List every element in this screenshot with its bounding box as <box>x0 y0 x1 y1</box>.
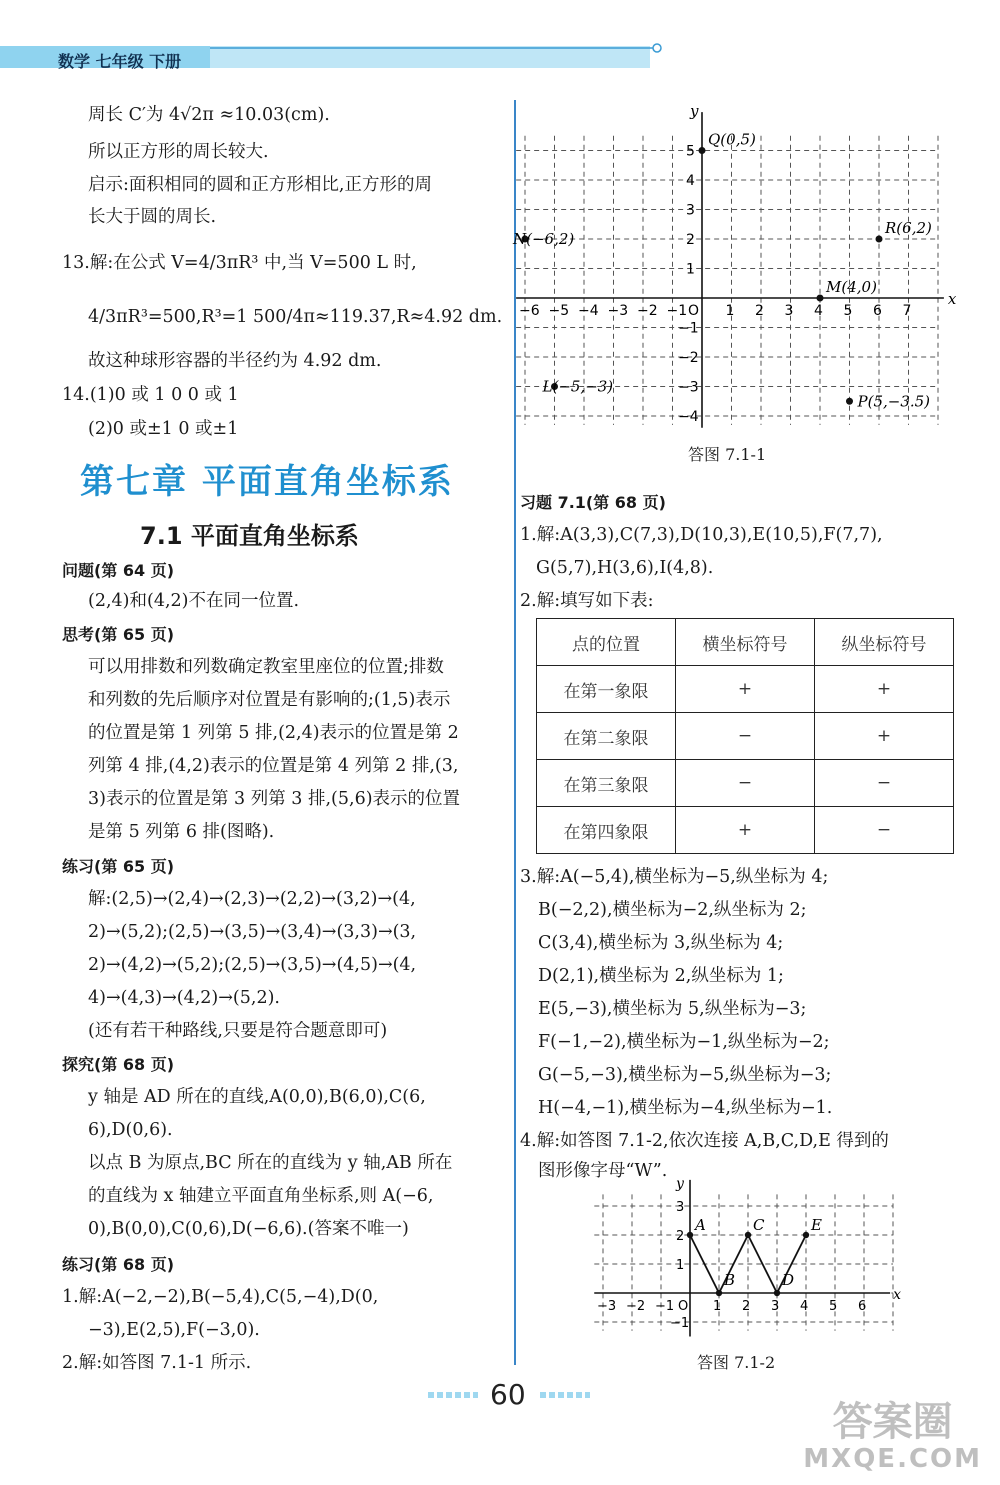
heading-tanjiu: 探究(第 68 页) <box>62 1055 175 1074</box>
data-point <box>803 1232 809 1238</box>
coordinate-graph-7-1-2 <box>585 1175 902 1345</box>
y-tick-label: 2 <box>686 232 695 248</box>
y-tick-label: 1 <box>676 1258 685 1273</box>
x-tick-label: 3 <box>784 303 794 319</box>
table-cell: + <box>815 666 954 713</box>
y-tick-label: 4 <box>686 173 695 189</box>
table-cell: 在第四象限 <box>537 807 676 854</box>
text-line: G(5,7),H(3,6),I(4,8). <box>536 558 714 578</box>
x-tick-label: O <box>678 1299 689 1314</box>
text-line: 故这种球形容器的半径约为 4.92 dm. <box>88 351 382 371</box>
text-line: E(5,−3),横坐标为 5,纵坐标为−3; <box>538 999 807 1019</box>
x-tick-label: −3 <box>597 1299 617 1314</box>
text-line: 可以用排数和列数确定教室里座位的位置;排数 <box>88 657 444 677</box>
table-cell: + <box>676 807 815 854</box>
y-tick-label: 2 <box>676 1229 685 1244</box>
watermark-top: 答案圈 <box>832 1399 953 1445</box>
data-point <box>774 1290 780 1296</box>
y-tick-label: −1 <box>670 1316 690 1331</box>
y-tick-label: −4 <box>678 409 699 425</box>
x-tick-label: 1 <box>713 1299 722 1314</box>
text-line: 1.解:A(3,3),C(7,3),D(10,3),E(10,5),F(7,7), <box>520 525 883 545</box>
text-line: 0),B(0,0),C(0,6),D(−6,6).(答案不唯一) <box>88 1219 409 1239</box>
point-label: N(−6,2) <box>513 230 575 248</box>
x-tick-label: O <box>688 303 700 319</box>
data-point <box>699 147 706 154</box>
heading-lianxi1: 练习(第 65 页) <box>62 857 175 876</box>
text-line: 2)→(4,2)→(5,2);(2,5)→(3,5)→(4,5)→(4, <box>88 955 417 975</box>
x-tick-label: 7 <box>902 303 912 319</box>
data-point <box>876 236 883 243</box>
text-line: 3)表示的位置是第 3 列第 3 排,(5,6)表示的位置 <box>88 789 461 809</box>
text-line: (2)0 或±1 0 或±1 <box>88 419 239 439</box>
text-line: F(−1,−2),横坐标为−1,纵坐标为−2; <box>538 1032 830 1052</box>
table-row <box>537 713 954 760</box>
y-tick-label: −3 <box>678 379 699 396</box>
point-label: M(4,0) <box>826 278 877 296</box>
x-tick-label: −6 <box>519 303 540 319</box>
point-label: C <box>753 1216 765 1234</box>
text-line: 的位置是第 1 列第 5 排,(2,4)表示的位置是第 2 <box>88 723 459 743</box>
y-tick-label: 3 <box>686 202 695 219</box>
point-label: A <box>695 1216 706 1234</box>
table-row <box>537 760 954 807</box>
y-tick-label: 1 <box>686 261 695 278</box>
x-tick-label: 2 <box>742 1299 751 1314</box>
text-line: 图形像字母“W”. <box>538 1161 668 1181</box>
x-tick-label: −2 <box>626 1299 646 1314</box>
chapter-title: 第七章 平面直角坐标系 <box>80 462 454 502</box>
point-label: L(−5,−3) <box>542 377 614 396</box>
x-tick-label: 5 <box>843 303 853 319</box>
x-tick-label: 1 <box>725 303 735 319</box>
watermark-logo <box>803 1400 982 1474</box>
x-tick-label: 4 <box>814 303 823 319</box>
y-axis-label: y <box>676 1175 684 1192</box>
x-tick-label: 5 <box>829 1299 838 1314</box>
footer-decoration-left <box>428 1392 478 1398</box>
y-axis-label: y <box>690 102 699 121</box>
x-tick-label: 4 <box>800 1299 809 1314</box>
x-tick-label: 6 <box>858 1299 867 1314</box>
text-line: 列第 4 排,(4,2)表示的位置是第 4 列第 2 排,(3, <box>88 756 459 776</box>
text-line: G(−5,−3),横坐标为−5,纵坐标为−3; <box>538 1065 832 1085</box>
x-tick-label: −1 <box>666 303 688 319</box>
text-line: 4/3πR³=500,R³=1 500/4π≈119.37,R≈4.92 dm. <box>88 307 503 327</box>
heading-xiti: 习题 7.1(第 68 页) <box>520 493 666 512</box>
text-line: 6),D(0,6). <box>88 1120 173 1140</box>
point-label: E <box>811 1216 822 1234</box>
page-number: 60 <box>490 1378 526 1411</box>
text-line: 2.解:填写如下表: <box>520 591 654 611</box>
text-line: (还有若干种路线,只要是符合题意即可) <box>88 1021 388 1041</box>
heading-lianxi2: 练习(第 68 页) <box>62 1255 175 1274</box>
table-cell: − <box>676 760 815 807</box>
table-header-row <box>537 619 954 666</box>
text-line: 1.解:A(−2,−2),B(−5,4),C(5,−4),D(0, <box>62 1287 379 1307</box>
data-point <box>846 398 853 405</box>
data-point <box>687 1232 693 1238</box>
text-line: (2,4)和(4,2)不在同一位置. <box>88 591 300 611</box>
text-line: 的直线为 x 轴建立平面直角坐标系,则 A(−6, <box>88 1186 434 1206</box>
text-line: B(−2,2),横坐标为−2,纵坐标为 2; <box>538 900 807 920</box>
text-line: 和列数的先后顺序对位置是有影响的;(1,5)表示 <box>88 690 451 710</box>
x-tick-label: 6 <box>873 303 882 319</box>
text-line: 13.解:在公式 V=4/3πR³ 中,当 V=500 L 时, <box>62 253 417 273</box>
table-cell: − <box>676 713 815 760</box>
graph2-caption: 答图 7.1-2 <box>697 1353 776 1372</box>
table-header-cell: 纵坐标符号 <box>815 619 954 666</box>
text-line: 2.解:如答图 7.1-1 所示. <box>62 1353 252 1373</box>
x-tick-label: 3 <box>771 1299 780 1314</box>
text-line: y 轴是 AD 所在的直线,A(0,0),B(6,0),C(6, <box>88 1087 426 1107</box>
text-line: 是第 5 列第 6 排(图略). <box>88 822 275 842</box>
table-cell: − <box>815 760 954 807</box>
x-tick-label: 2 <box>755 303 764 319</box>
text-line: 长大于圆的周长. <box>88 207 217 227</box>
header-title: 数学 七年级 下册 <box>58 52 182 71</box>
x-tick-label: −4 <box>578 303 599 319</box>
data-point <box>716 1290 722 1296</box>
y-tick-label: 5 <box>686 143 695 160</box>
text-line: 周长 C′为 4√2π ≈10.03(cm). <box>88 105 330 125</box>
section-title: 7.1 平面直角坐标系 <box>140 522 359 550</box>
table-cell: + <box>815 713 954 760</box>
text-line: 解:(2,5)→(2,4)→(2,3)→(2,2)→(3,2)→(4, <box>88 889 416 909</box>
data-point <box>817 295 824 302</box>
text-line: 所以正方形的周长较大. <box>88 142 269 162</box>
quadrant-sign-table <box>536 618 954 854</box>
footer-decoration-right <box>540 1392 590 1398</box>
x-tick-label: −1 <box>655 1299 675 1314</box>
point-label: P(5,−3.5) <box>857 392 931 411</box>
text-line: 以点 B 为原点,BC 所在的直线为 y 轴,AB 所在 <box>88 1153 453 1173</box>
data-point <box>745 1232 751 1238</box>
table-cell: − <box>815 807 954 854</box>
text-line: −3),E(2,5),F(−3,0). <box>88 1320 260 1340</box>
y-tick-label: −2 <box>678 350 699 366</box>
text-line: 4.解:如答图 7.1-2,依次连接 A,B,C,D,E 得到的 <box>520 1131 889 1151</box>
table-cell: 在第二象限 <box>537 713 676 760</box>
watermark-bottom: MXQE.COM <box>803 1444 982 1474</box>
text-line: 4)→(4,3)→(4,2)→(5,2). <box>88 988 280 1008</box>
coordinate-graph-7-1-1 <box>515 95 955 440</box>
x-tick-label: −2 <box>637 303 658 319</box>
table-row <box>537 807 954 854</box>
table-cell: + <box>676 666 815 713</box>
text-line: C(3,4),横坐标为 3,纵坐标为 4; <box>538 933 784 953</box>
x-axis-label: x <box>947 290 957 308</box>
x-axis-label: x <box>893 1287 902 1303</box>
text-line: 启示:面积相同的圆和正方形相比,正方形的周 <box>88 175 432 195</box>
text-line: 2)→(5,2);(2,5)→(3,5)→(3,4)→(3,3)→(3, <box>88 922 417 942</box>
point-label: B <box>724 1271 736 1289</box>
table-header-cell: 横坐标符号 <box>676 619 815 666</box>
graph1-caption: 答图 7.1-1 <box>688 445 767 464</box>
y-tick-label: 3 <box>676 1200 685 1215</box>
text-line: H(−4,−1),横坐标为−4,纵坐标为−1. <box>538 1098 833 1118</box>
x-tick-label: −5 <box>548 303 570 319</box>
x-tick-label: −3 <box>607 303 629 319</box>
point-label: Q(0,5) <box>708 130 756 149</box>
point-label: D <box>782 1271 795 1289</box>
text-line: D(2,1),横坐标为 2,纵坐标为 1; <box>538 966 784 986</box>
table-header-cell: 点的位置 <box>537 619 676 666</box>
table-cell: 在第一象限 <box>537 666 676 713</box>
point-label: R(6,2) <box>885 219 932 237</box>
text-line: 14.(1)0 或 1 0 0 或 1 <box>62 385 239 405</box>
heading-sikao: 思考(第 65 页) <box>62 625 175 644</box>
table-cell: 在第三象限 <box>537 760 676 807</box>
heading-wenti: 问题(第 64 页) <box>62 561 175 580</box>
y-tick-label: −1 <box>678 320 699 337</box>
table-row <box>537 666 954 713</box>
text-line: 3.解:A(−5,4),横坐标为−5,纵坐标为 4; <box>520 867 829 887</box>
